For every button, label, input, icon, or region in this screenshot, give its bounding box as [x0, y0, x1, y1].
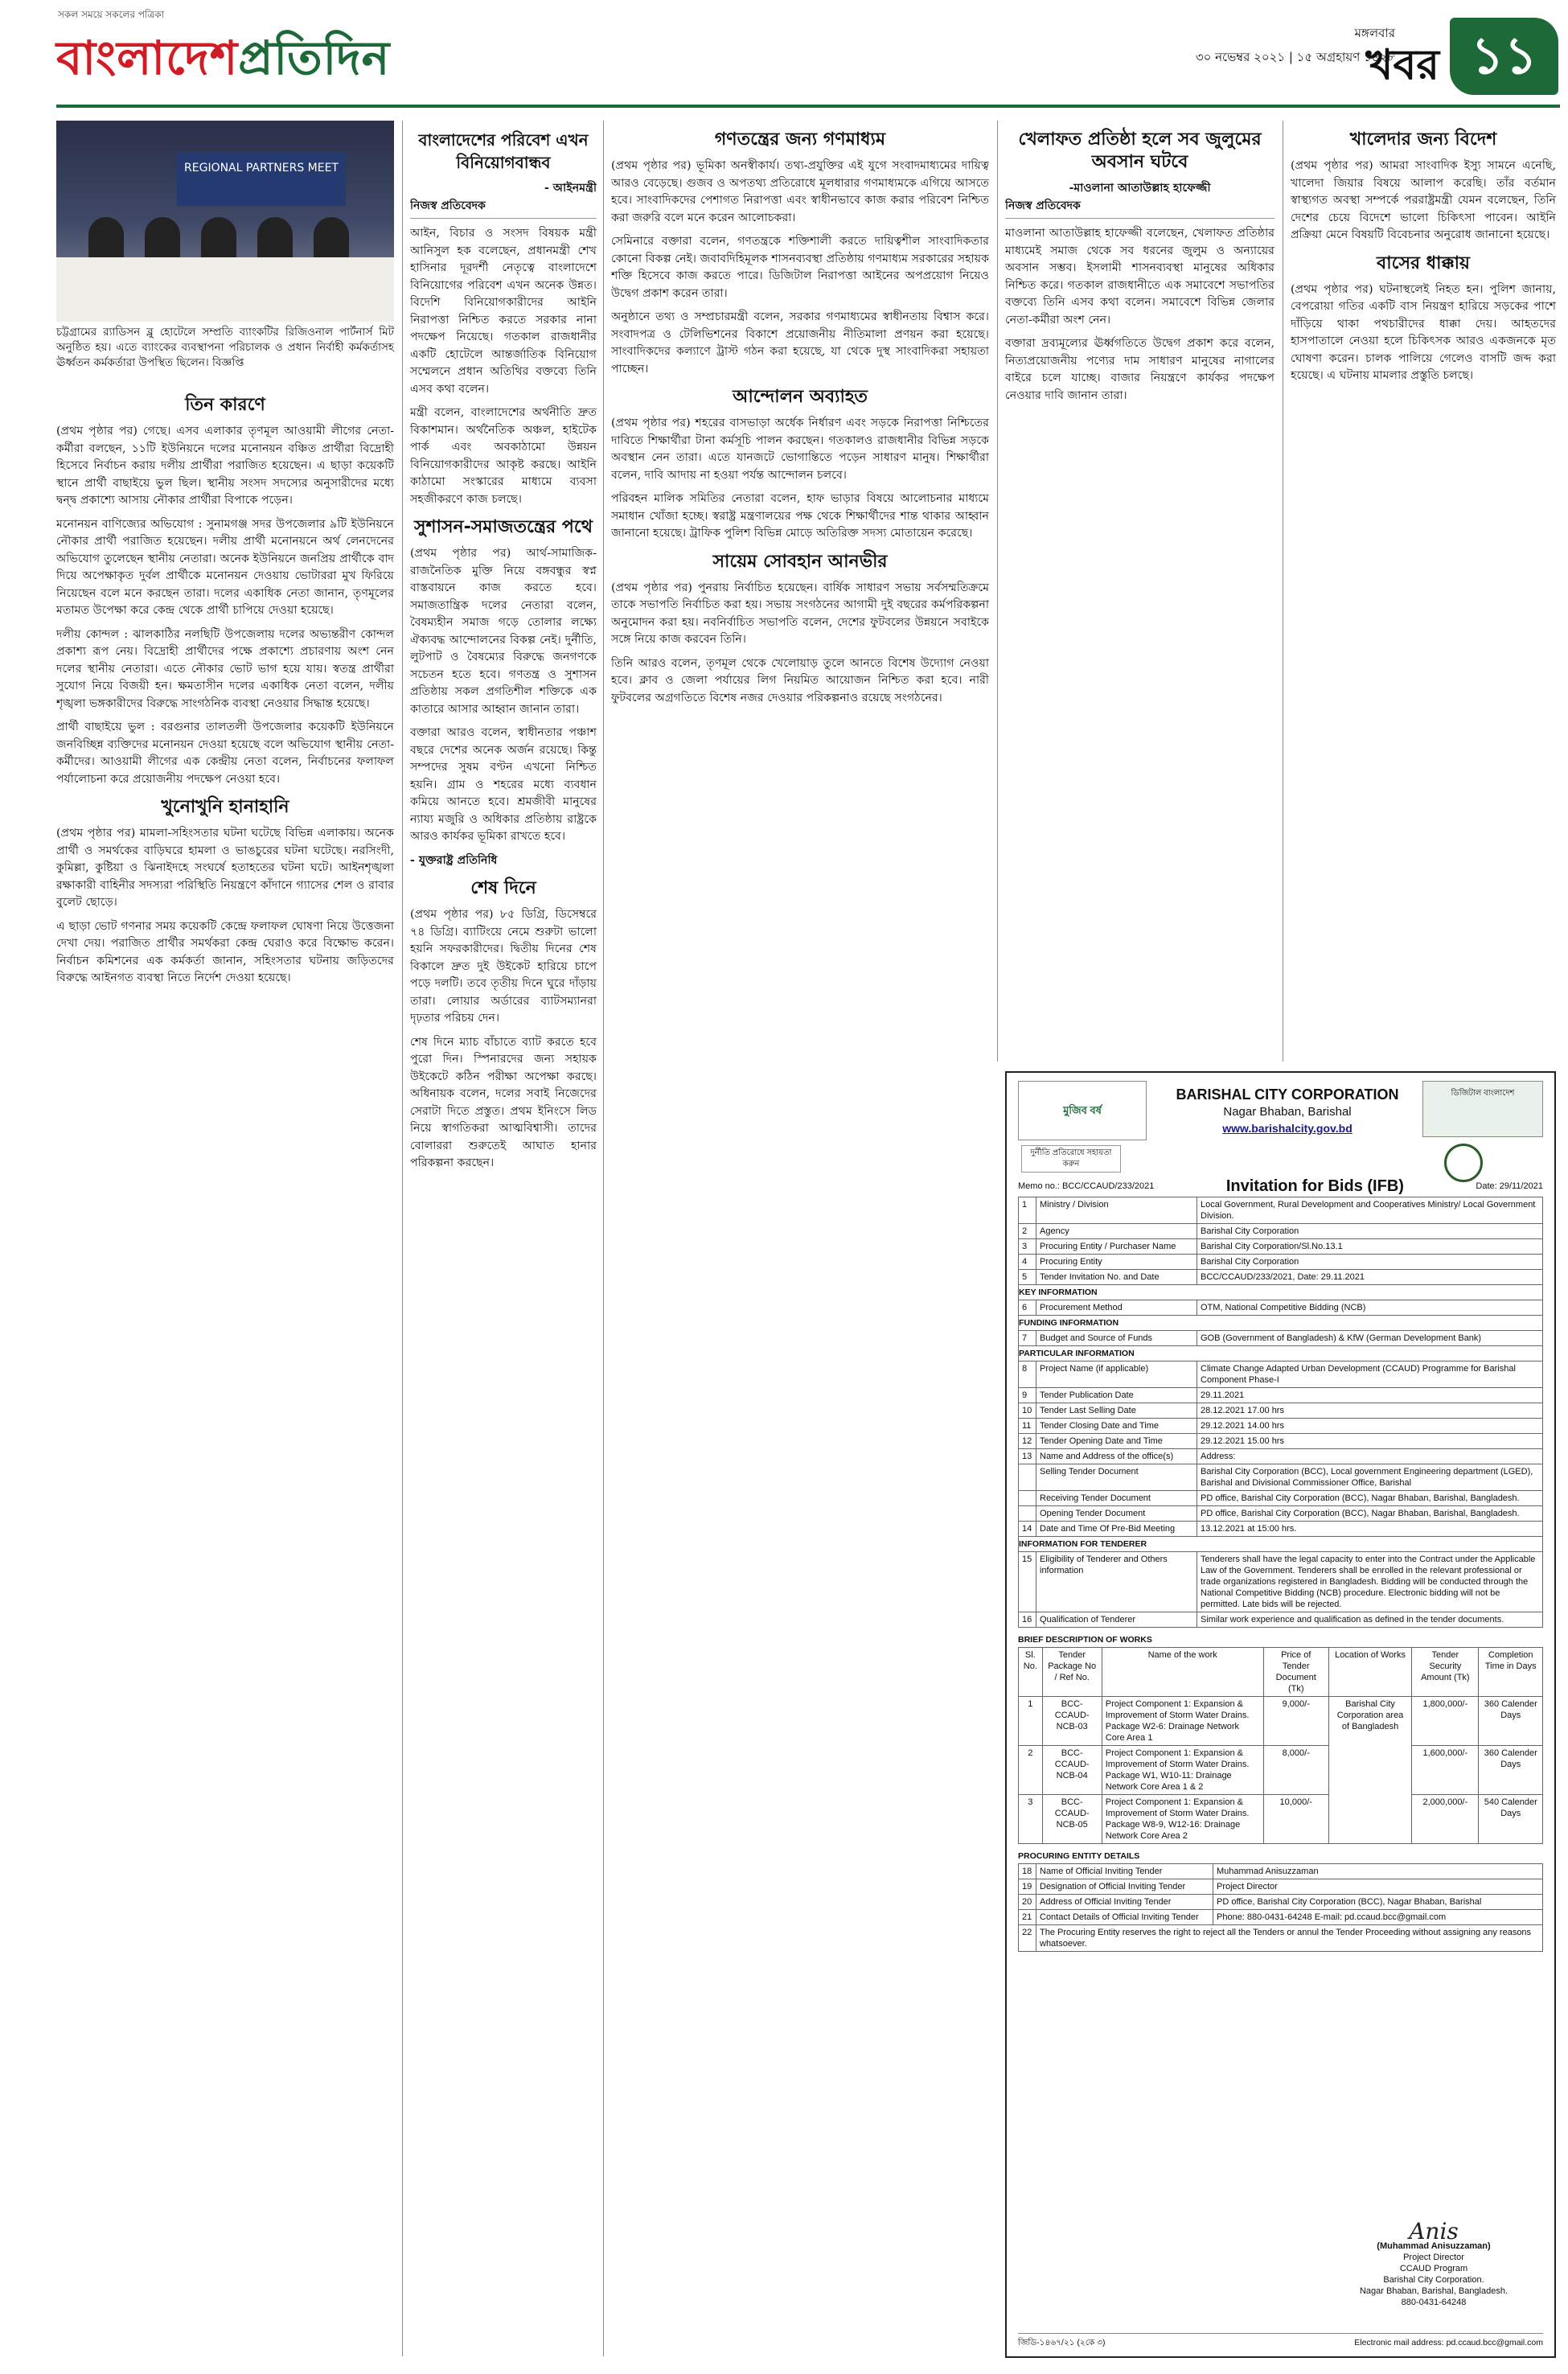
row-value: PD office, Barishal City Corporation (BCC), Nagar Bhaban, Barishal, Bangladesh.	[1197, 1491, 1543, 1506]
article-paragraph: সেমিনারে বক্তারা বলেন, গণতন্ত্রকে শক্তিশালী করতে দায়িত্বশীল সাংবাদিকতার কোনো বিকল্প নেই। জবাবদিহিমূলক শাসনব্যবস্থা প্রতিষ্ঠায় গণমাধ্যম সরকারের সহায়ক শক্তি হিসেবে কাজ করতে পারে। ডিজিটাল নিরাপত্তা আইনের অপপ্রয়োগ নিয়েও উদ্বেগ প্রকাশ করেন তারা।	[611, 235, 989, 300]
row-number: 19	[1019, 1879, 1036, 1895]
row-label: Tender Closing Date and Time	[1036, 1419, 1197, 1434]
table-row: 13 Name and Address of the office(s) Address:	[1019, 1449, 1543, 1464]
table-row	[1019, 1879, 1543, 1895]
tagline: সকল সময়ে সকলের পত্রিকা	[58, 9, 165, 20]
section-header-row	[1019, 1537, 1543, 1552]
column-header: Location of Works	[1328, 1648, 1411, 1697]
works-row	[1019, 1795, 1543, 1844]
column-header: Completion Time in Days	[1479, 1648, 1543, 1697]
row-number: 21	[1019, 1910, 1036, 1925]
row-label: Agency	[1036, 1224, 1197, 1239]
ifb-date: Date: 29/11/2021	[1476, 1181, 1543, 1191]
signatory-name: (Muhammad Anisuzzaman)	[1377, 2241, 1491, 2251]
newspaper-logo	[56, 23, 390, 101]
row-value: Barishal City Corporation	[1197, 1255, 1543, 1270]
headline-khelafot: খেলাফত প্রতিষ্ঠা হলে সব জুলুমের অবসান ঘটবে	[1018, 129, 1262, 172]
row-value: Barishal City Corporation	[1197, 1224, 1543, 1239]
digital-bangladesh-badge: ডিজিটাল বাংলাদেশ	[1422, 1081, 1543, 1137]
photo-banner: REGIONAL PARTNERS MEET	[177, 153, 346, 206]
row-value: PD office, Barishal City Corporation (BCC), Nagar Bhaban, Barishal, Bangladesh.	[1197, 1506, 1543, 1522]
tender-header	[1018, 1081, 1543, 1177]
article-paragraph: (প্রথম পৃষ্ঠার পর) মামলা-সহিংসতার ঘটনা ঘটেছে বিভিন্ন এলাকায়। অনেক প্রার্থী ও সমর্থকের বাড়িঘরে হামলা ও ভাঙচুরের ঘটনা ঘটেছে। নরসিংদী, কুমিল্লা, কুষ্টিয়া ও ঝিনাইদহে সংঘর্ষে হতাহতের ঘটনা ঘটে। আইনশৃঙ্খলা রক্ষাকারী বাহিনীর সদস্যরা পরিস্থিতি নিয়ন্ত্রণে কাঁদানে গ্যাসের শেল ও রাবার বুলেট ছোড়ে।	[56, 827, 394, 909]
row-number: 18	[1019, 1864, 1036, 1879]
photo-caption: চট্টগ্রামের র‍্যাডিসন ব্লু হোটেলে সম্প্রতি ব্যাংকটির রিজিওনাল পার্টনার্স মিট অনুষ্ঠিত হয়। এতে ব্যাংকের ব্যবস্থাপনা পরিচালক ও প্রধান নির্বাহী কর্মকর্তাসহ ঊর্ধ্বতন কর্মকর্তারা উপস্থিত ছিলেন। বিজ্ঞপ্তি	[56, 326, 394, 369]
article-paragraph: (প্রথম পৃষ্ঠার পর) ঘটনাস্থলেই নিহত হন। পুলিশ জানায়, বেপরোয়া গতির একটি বাস নিয়ন্ত্রণ হারিয়ে সড়কের পাশে দাঁড়িয়ে থাকা পথচারীদের ধাক্কা দেয়। আহতদের হাসপাতালে নেওয়া হলে চিকিৎসক আরও একজনকে মৃত ঘোষণা করেন। চালক পালিয়ে গেলেও বাসটি জব্দ করা হয়েছে। এ ঘটনায় মামলার প্রস্তুতি চলছে।	[1291, 282, 1556, 382]
table-row: 10 Tender Last Selling Date 28.12.2021 17.00 hrs	[1019, 1403, 1543, 1419]
article-paragraph: আইন, বিচার ও সংসদ বিষয়ক মন্ত্রী আনিসুল হক বলেছেন, প্রধানমন্ত্রী শেখ হাসিনার দূরদর্শী নেতৃত্বে বাংলাদেশে বিনিয়োগের পরিবেশ এখন অনেক উন্নত। বিদেশি বিনিয়োগকারীদের আইনি নিরাপত্তা নিশ্চিত করতে সরকার নানা পদক্ষেপ নিয়েছে। গতকাল রাজধানীর একটি হোটেলে আন্তর্জাতিক বিনিয়োগ সম্মেলনে প্রধান অতিথির বক্তব্যে তিনি এসব কথা বলেন।	[410, 227, 597, 396]
article-paragraph: (প্রথম পৃষ্ঠার পর) আর্থ-সামাজিক-রাজনৈতিক মুক্তি নিয়ে বঙ্গবন্ধুর স্বপ্ন বাস্তবায়নে কাজ করতে হবে। সমাজতান্ত্রিক দলের নেতারা বলেন, বৈষম্যহীন সমাজ গড়ে তোলার লক্ষ্যে ঐক্যবদ্ধ আন্দোলনের বিকল্প নেই। দুর্নীতি, লুটপাট ও বৈষম্যের বিরুদ্ধে জনগণকে সচেতন হতে হবে। গণতন্ত্র ও সুশাসন প্রতিষ্ঠায় সকল প্রগতিশীল শক্তিকে এক কাতারে আসার আহ্বান জানান তারা।	[410, 547, 597, 716]
page-number: ১১	[1450, 18, 1558, 95]
table-row: 15 Eligibility of Tenderer and Others information Tenderers shall have the legal capacity to enter into the Contract under the Applicable Law of the Government. Tenderers shall be enrolled in the relevant professional or trade organizations registered in Bangladesh. Bidding will be conducted through the National Competitive Bidding (NCB) procedure. Electronic bidding will not be permitted. Late bids will be rejected.	[1019, 1552, 1543, 1612]
article-paragraph: মনোনয়ন বাণিজ্যের অভিযোগ : সুনামগঞ্জ সদর উপজেলার ৯টি ইউনিয়নে নৌকার প্রার্থী পরাজিত হয়েছেন। দলীয় প্রার্থী মনোনয়নে অর্থ লেনদেনের অভিযোগ তুলেছেন স্থানীয় নেতারা। অনেক ইউনিয়নে জনপ্রিয় প্রার্থীকে বাদ দিয়ে অপেক্ষাকৃত দুর্বল প্রার্থীকে মনোনয়ন দেওয়ায় ভোটাররা মুখ ফিরিয়ে নিয়েছেন বলে মনে করছেন তারা। দলের একাধিক নেতা জানান, তৃণমূলের মতামত উপেক্ষা করে কেন্দ্র থেকে প্রার্থী চাপিয়ে দেওয়া হয়েছে।	[56, 517, 394, 617]
works-cell: BCC-CCAUD-NCB-04	[1042, 1746, 1102, 1795]
table-row	[1019, 1910, 1543, 1925]
table-row	[1019, 1224, 1543, 1239]
row-label: Tender Invitation No. and Date	[1036, 1270, 1197, 1285]
table-row	[1019, 1464, 1543, 1491]
row-value: Similar work experience and qualification as defined in the tender documents.	[1197, 1612, 1543, 1628]
works-cell: 2	[1019, 1746, 1043, 1795]
works-cell: Project Component 1: Expansion & Improvement of Storm Water Drains. Package W8-9, W12-16: Drainage Network Core Area 2	[1102, 1795, 1263, 1844]
signatory-address: Nagar Bhaban, Barishal, Bangladesh.	[1359, 2286, 1508, 2296]
works-cell: 540 Calender Days	[1479, 1795, 1543, 1844]
article-paragraph: এ ছাড়া ভোট গণনার সময় কয়েকটি কেন্দ্রে ফলাফল ঘোষণা নিয়ে উত্তেজনা দেখা দেয়। পরাজিত প্রার্থীর সমর্থকরা কেন্দ্র ঘেরাও করে বিক্ষোভ করেন। নির্বাচন কমিশনের এক কর্মকর্তা জানান, সহিংসতার ঘটনায় জড়িতদের বিরুদ্ধে আইনগত ব্যবস্থা নিতে নির্দেশ দেওয়া হয়েছে।	[56, 919, 394, 984]
row-value: 29.12.2021 15.00 hrs	[1197, 1434, 1543, 1449]
row-value: 28.12.2021 17.00 hrs	[1197, 1403, 1543, 1419]
row-number: 4	[1019, 1255, 1036, 1270]
column-header: Tender Package No / Ref No.	[1042, 1648, 1102, 1697]
works-cell: 10,000/-	[1263, 1795, 1328, 1844]
table-row	[1019, 1255, 1543, 1270]
row-label: Tender Opening Date and Time	[1036, 1434, 1197, 1449]
works-cell: 3	[1019, 1795, 1043, 1844]
row-label: Project Name (if applicable)	[1036, 1362, 1197, 1388]
row-label: Address of Official Inviting Tender	[1036, 1895, 1213, 1910]
row-value: GOB (Government of Bangladesh) & KfW (German Development Bank)	[1197, 1331, 1543, 1346]
row-value: Barishal City Corporation/Sl.No.13.1	[1197, 1239, 1543, 1255]
works-cell: Project Component 1: Expansion & Improvement of Storm Water Drains. Package W1, W10-11: Drainage Network Core Area 1 & 2	[1102, 1746, 1263, 1795]
row-label: Name of Official Inviting Tender	[1036, 1864, 1213, 1879]
works-header-row	[1019, 1648, 1543, 1697]
row-label: Qualification of Tenderer	[1036, 1612, 1197, 1628]
section-header-row	[1019, 1346, 1543, 1362]
row-value: Tenderers shall have the legal capacity to enter into the Contract under the Applicable Law of the Government. Tenderers shall be enrolled in the relevant professional or trade organizations registered in Bangladesh. Bidding will be conducted through the National Competitive Bidding (NCB) procedure. Electronic bidding will not be permitted. Late bids will be rejected.	[1197, 1552, 1543, 1612]
row-label: Designation of Official Inviting Tender	[1036, 1879, 1213, 1895]
row-value: 29.12.2021 14.00 hrs	[1197, 1419, 1543, 1434]
table-row: 12 Tender Opening Date and Time 29.12.2021 15.00 hrs	[1019, 1434, 1543, 1449]
row-label: Selling Tender Document	[1036, 1464, 1197, 1491]
row-label: Contact Details of Official Inviting Tender	[1036, 1910, 1213, 1925]
row-label: Procurement Method	[1036, 1300, 1197, 1316]
row-value: Project Director	[1213, 1879, 1543, 1895]
works-cell: 2,000,000/-	[1412, 1795, 1479, 1844]
email-line: Electronic mail address: pd.ccaud.bcc@gmail.com	[1354, 2338, 1543, 2347]
headline-gonomadhom: গণতন্ত্রের জন্য গণমাধ্যম	[714, 129, 886, 150]
row-number: 1	[1019, 1197, 1036, 1224]
row-number: 20	[1019, 1895, 1036, 1910]
section-header-row	[1019, 1316, 1543, 1331]
works-row	[1019, 1746, 1543, 1795]
row-label: Opening Tender Document	[1036, 1506, 1197, 1522]
ad-code: জিডি-১৪৬৭/২১ (২কে ৩)	[1018, 2338, 1106, 2347]
row-value: PD office, Barishal City Corporation (BCC), Nagar Bhaban, Barishal	[1213, 1895, 1543, 1910]
official-heading: PROCURING ENTITY DETAILS	[1018, 1851, 1140, 1861]
column-header: Sl. No.	[1019, 1648, 1043, 1697]
mujib-borsho-logo: মুজিব বর্ষ	[1018, 1081, 1147, 1140]
section-label: খবর	[1365, 41, 1439, 89]
byline: নিজস্ব প্রতিবেদক	[410, 198, 597, 220]
table-row: 14 Date and Time Of Pre-Bid Meeting 13.12.2021 at 15:00 hrs.	[1019, 1522, 1543, 1537]
article-paragraph: শেষ দিনে ম্যাচ বাঁচাতে ব্যাট করতে হবে পুরো দিন। স্পিনারদের জন্য সহায়ক উইকেটে কঠিন পরীক্ষা অপেক্ষা করছে। অধিনায়ক বলেন, দলের সবাই নিজেদের সেরাটা দিতে প্রস্তুত। প্রথম ইনিংসে লিড নিয়ে স্বাগতিকরা আত্মবিশ্বাসী। তাদের বোলাররা শুরুতেই আঘাত হানার পরিকল্পনা করছেন।	[410, 1035, 597, 1169]
article-paragraph: বক্তারা দ্রব্যমূল্যের ঊর্ধ্বগতিতে উদ্বেগ প্রকাশ করে বলেন, নিত্যপ্রয়োজনীয় পণ্যের দাম সাধারণ মানুষের নাগালের বাইরে চলে যাচ্ছে। বাজার নিয়ন্ত্রণে কার্যকর পদক্ষেপ নেওয়ার দাবি জানান তারা।	[1005, 337, 1275, 402]
article-paragraph: অনুষ্ঠানে তথ্য ও সম্প্রচারমন্ত্রী বলেন, সরকার গণমাধ্যমের স্বাধীনতায় বিশ্বাস করে। সংবাদপত্র ও টেলিভিশনের বিকাশে প্রয়োজনীয় নীতিমালা প্রণয়ন করা হয়েছে। সাংবাদিকদের কল্যাণে ট্রাস্ট গঠন করা হয়েছে, যা থেকে দুস্থ সাংবাদিকরা সহায়তা পাচ্ছেন।	[611, 310, 989, 376]
tender-advertisement	[1005, 1071, 1556, 2358]
column-divider	[402, 121, 403, 2356]
column-4	[1005, 121, 1275, 1062]
works-cell: 360 Calender Days	[1479, 1697, 1543, 1746]
row-value: Barishal City Corporation (BCC), Local government Engineering department (LGED), Barishal and Divisional Commissioner Office, Barishal	[1197, 1464, 1543, 1491]
row-value: 29.11.2021	[1197, 1388, 1543, 1403]
table-row	[1019, 1506, 1543, 1522]
signatory-org: Barishal City Corporation.	[1383, 2275, 1484, 2285]
headline-attribution: - আইনমন্ত্রী	[544, 182, 597, 195]
issue-date: ৩০ নভেম্বর ২০২১ | ১৫ অগ্রহায়ণ ১৪২৮	[1195, 50, 1395, 64]
row-label: Tender Last Selling Date	[1036, 1403, 1197, 1419]
column-divider	[603, 121, 604, 2356]
table-row: 6 Procurement Method OTM, National Competitive Bidding (NCB)	[1019, 1300, 1543, 1316]
section-header: INFORMATION FOR TENDERER	[1019, 1537, 1543, 1552]
row-label: Tender Publication Date	[1036, 1388, 1197, 1403]
headline-khunokhuni: খুনোখুনি হানাহানি	[161, 797, 289, 817]
works-cell: 1,800,000/-	[1412, 1697, 1479, 1746]
column-header: Tender Security Amount (Tk)	[1412, 1648, 1479, 1697]
table-row: 8 Project Name (if applicable) Climate Change Adapted Urban Development (CCAUD) Programme for Barishal Component Phase-I	[1019, 1362, 1543, 1388]
column-header: Price of Tender Document (Tk)	[1263, 1648, 1328, 1697]
table-row: 16 Qualification of Tenderer Similar work experience and qualification as defined in the tender documents.	[1019, 1612, 1543, 1628]
tender-footer	[1018, 2333, 1543, 2348]
header-rule	[56, 105, 1560, 108]
article-paragraph: তিনি আরও বলেন, তৃণমূল থেকে খেলোয়াড় তুলে আনতে বিশেষ উদ্যোগ নেওয়া হবে। ক্লাব ও জেলা পর্যায়ের লিগ নিয়মিত আয়োজন নিশ্চিত করা হবে। নারী ফুটবলের অগ্রগতিতে বিশেষ নজর দেওয়ার পরিকল্পনাও রয়েছে সংগঠনের।	[611, 656, 989, 704]
article-paragraph: (প্রথম পৃষ্ঠার পর) পুনরায় নির্বাচিত হয়েছেন। বার্ষিক সাধারণ সভায় সর্বসম্মতিক্রমে তাকে সভাপতি নির্বাচিত করা হয়। সভায় সংগঠনের আগামী দুই বছরের কর্মপরিকল্পনা অনুমোদন করা হয়। নবনির্বাচিত সভাপতি বলেন, দেশের ফুটবলের উন্নয়নে সবাইকে সঙ্গে নিয়ে কাজ করবেন তিনি।	[611, 581, 989, 646]
signatory-phone: 880-0431-64248	[1401, 2298, 1467, 2307]
table-row	[1019, 1270, 1543, 1285]
row-value: Muhammad Anisuzzaman	[1213, 1864, 1543, 1879]
column-3	[611, 121, 989, 2356]
article-paragraph: দলীয় কোন্দল : ঝালকাঠির নলছিটি উপজেলায় দলের অভ্যন্তরীণ কোন্দল প্রকাশ্য রূপ নেয়। বিদ্রোহী প্রার্থীদের পক্ষে প্রকাশ্যে প্রচারণায় অংশ নেন দলের স্থানীয় নেতারা। এতে নৌকার ভোট ভাগ হয়ে যায়। স্বতন্ত্র প্রার্থীরা সুযোগ নিয়ে বিজয়ী হন। ক্ষমতাসীন দলের একাধিক নেতা বলেন, দলীয় শৃঙ্খলা ভঙ্গকারীদের বিরুদ্ধে সাংগঠনিক ব্যবস্থা নেওয়ার সিদ্ধান্ত হয়েছে।	[56, 627, 394, 710]
table-row: 22 The Procuring Entity reserves the right to reject all the Tenders or annul the Tender Proceeding without assigning any reasons whatsoever.	[1019, 1925, 1543, 1952]
works-cell: 1,600,000/-	[1412, 1746, 1479, 1795]
byline: নিজস্ব প্রতিবেদক	[1005, 198, 1275, 220]
article-paragraph: (প্রথম পৃষ্ঠার পর) ভূমিকা অনস্বীকার্য। তথ্য-প্রযুক্তির এই যুগে সংবাদমাধ্যমের দায়িত্ব আরও বেড়েছে। গুজব ও অপতথ্য প্রতিরোধে মূলধারার গণমাধ্যমকে এগিয়ে আসতে হবে। সাংবাদিকদের পেশাগত নিরাপত্তা এবং স্বাধীনভাবে কাজ করার পরিবেশ নিশ্চিত করা জরুরি বলে মনে করেন আলোচকরা।	[611, 159, 989, 224]
row-number: 5	[1019, 1270, 1036, 1285]
city-corporation-seal-icon	[1444, 1144, 1483, 1182]
works-cell: Barishal City Corporation area of Bangladesh	[1328, 1697, 1411, 1844]
headline-tin-karone: তিন কারণে	[185, 395, 265, 415]
table-row	[1019, 1197, 1543, 1224]
article-paragraph: মাওলানা আতাউল্লাহ হাফেজ্জী বলেছেন, খেলাফত প্রতিষ্ঠার মাধ্যমেই সমাজ থেকে সব ধরনের জুলুম ও অন্যায়ের অবসান সম্ভব। ইসলামী শাসনব্যবস্থা মানুষের অধিকার নিশ্চিত করে। গতকাল রাজধানীতে এক সমাবেশে সভাপতির বক্তব্যে তিনি এসব কথা বলেন। সমাবেশে বিভিন্ন জেলার নেতা-কর্মীরা অংশ নেন।	[1005, 227, 1275, 327]
photo-table	[56, 257, 394, 322]
row-value: BCC/CCAUD/233/2021, Date: 29.11.2021	[1197, 1270, 1543, 1285]
column-5	[1291, 121, 1556, 1062]
headline-investment: বাংলাদেশের পরিবেশ এখন বিনিয়োগবান্ধব	[418, 130, 589, 172]
works-cell: BCC-CCAUD-NCB-03	[1042, 1697, 1102, 1746]
article-paragraph: (প্রথম পৃষ্ঠার পর) গেছে। এসব এলাকার তৃণমূল আওয়ামী লীগের নেতা-কর্মীরা বলছেন, ১১টি ইউনিয়নে দলের মনোনয়ন বঞ্চিত প্রার্থীরা বিদ্রোহী হিসেবে নির্বাচন করায় দলীয় প্রার্থীরা পরাজিত হয়েছেন। এ ছাড়া কয়েকটি স্থানে প্রার্থী বাছাইয়ে ভুল ছিল। স্থানীয় সংসদ সদস্যের অনুসারীদের মধ্যে দ্বন্দ্ব প্রকাশ্যে আসায় নৌকার প্রার্থীরা বিপাকে পড়েন।	[56, 425, 394, 507]
organization-name: BARISHAL CITY CORPORATION	[1176, 1086, 1399, 1103]
row-value: The Procuring Entity reserves the right to reject all the Tenders or annul the Tender Proceeding without assigning any reasons whatsoever.	[1036, 1925, 1543, 1952]
table-row	[1019, 1895, 1543, 1910]
section-header: PARTICULAR INFORMATION	[1019, 1346, 1543, 1362]
headline-sushasan: সুশাসন-সমাজতন্ত্রের পথে	[414, 517, 593, 537]
brand-part-a: বাংলাদেশ	[56, 31, 239, 85]
article-paragraph: প্রার্থী বাছাইয়ে ভুল : বরগুনার তালতলী উপজেলার কয়েকটি ইউনিয়নে জনবিচ্ছিন্ন ব্যক্তিদের মনোনয়ন দেওয়া হয়েছে বলে অভিযোগ স্থানীয় নেতা-কর্মীদের। আওয়ামী লীগের এক কেন্দ্রীয় নেতা বলেন, নির্বাচনের ফলাফল পর্যালোচনা করে প্রয়োজনীয় পদক্ষেপ নেওয়া হবে।	[56, 721, 394, 786]
table-row: 7 Budget and Source of Funds GOB (Government of Bangladesh) & KfW (German Development Bank)	[1019, 1331, 1543, 1346]
anticorruption-note: দুর্নীতি প্রতিরোধে সহায়তা করুন	[1021, 1145, 1121, 1173]
row-number: 2	[1019, 1224, 1036, 1239]
ifb-title: Invitation for Bids (IFB)	[1225, 1177, 1404, 1195]
works-cell: 360 Calender Days	[1479, 1746, 1543, 1795]
row-value: Local Government, Rural Development and Cooperatives Ministry/ Local Government Division.	[1197, 1197, 1543, 1224]
headline-attribution: -মাওলানা আতাউল্লাহ হাফেজ্জী	[1069, 182, 1211, 195]
article-paragraph: বক্তারা আরও বলেন, স্বাধীনতার পঞ্চাশ বছরে দেশের অনেক অর্জন রয়েছে। কিন্তু সম্পদের সুষম বণ্টন এখনো নিশ্চিত হয়নি। গ্রাম ও শহরের মধ্যে ব্যবধান কমিয়ে আনতে হবে। শ্রমজীবী মানুষের ন্যায্য মজুরি ও অধিকার প্রতিষ্ঠায় রাষ্ট্রকে আরও কার্যকর ভূমিকা রাখতে হবে।	[410, 726, 597, 843]
organization-address: Nagar Bhaban, Barishal	[1223, 1105, 1352, 1119]
row-label: Name and Address of the office(s)	[1036, 1449, 1197, 1464]
table-row	[1019, 1239, 1543, 1255]
masthead	[0, 0, 1568, 113]
byline: - যুক্তরাষ্ট্র প্রতিনিধি	[410, 853, 498, 867]
row-label: Procuring Entity	[1036, 1255, 1197, 1270]
brand-part-b: প্রতিদিন	[238, 31, 391, 85]
headline-baser-dhakka: বাসের ধাক্কায়	[1377, 253, 1470, 273]
section-header: FUNDING INFORMATION	[1019, 1316, 1543, 1331]
works-cell: 9,000/-	[1263, 1697, 1328, 1746]
table-row	[1019, 1864, 1543, 1879]
signature-block	[1345, 2218, 1522, 2308]
tender-basic-table	[1018, 1197, 1543, 1628]
weekday: মঙ্গলবার	[1354, 26, 1395, 40]
section-header: KEY INFORMATION	[1019, 1285, 1543, 1300]
row-label: Procuring Entity / Purchaser Name	[1036, 1239, 1197, 1255]
article-paragraph: (প্রথম পৃষ্ঠার পর) আমরা সাংবাদিক ইস্যু সামনে এনেছি, খালেদা জিয়ার বিষয়ে আলাপ করেছি। তাঁর বর্তমান স্বাস্থ্যগত অবস্থা সম্পর্কে পররাষ্ট্রমন্ত্রী যেমন বলেছেন, তিনি দেশের চেয়ে বিদেশে ভালো চিকিৎসা পাবেন। আইনি প্রক্রিয়া মেনে বিষয়টি বিবেচনার অনুরোধ জানানো হয়েছে।	[1291, 159, 1556, 241]
works-cell: 8,000/-	[1263, 1746, 1328, 1795]
article-paragraph: পরিবহন মালিক সমিতির নেতারা বলেন, হাফ ভাড়ার বিষয়ে আলোচনার মাধ্যমে সমাধান খোঁজা হচ্ছে। স্বরাষ্ট্র মন্ত্রণালয়ের পক্ষ থেকে শিক্ষার্থীদের শান্ত থাকার আহ্বান জানানো হয়েছে। ট্রাফিক পুলিশ বিভিন্ন মোড়ে অতিরিক্ত সদস্য মোতায়েন করেছে।	[611, 492, 989, 540]
works-table	[1018, 1647, 1543, 1844]
works-cell: 1	[1019, 1697, 1043, 1746]
signatory-title: Project Director	[1403, 2253, 1464, 2262]
works-heading: BRIEF DESCRIPTION OF WORKS	[1018, 1635, 1152, 1645]
column-1	[56, 386, 394, 2348]
headline-khaleda: খালেদার জন্য বিদেশ	[1349, 129, 1497, 150]
organization-website[interactable]: www.barishalcity.gov.bd	[1222, 1122, 1353, 1135]
article-paragraph: (প্রথম পৃষ্ঠার পর) শহরের বাসভাড়া অর্ধেক নির্ধারণ এবং সড়কে নিরাপত্তা নিশ্চিতের দাবিতে শিক্ষার্থীরা টানা কর্মসূচি পালন করছেন। গতকালও রাজধানীর বিভিন্ন সড়কে অবস্থান নেন তারা। এতে যানজটে ভোগান্তিতে পড়েন সাধারণ মানুষ। শিক্ষার্থীরা বলেন, দাবি আদায় না হওয়া পর্যন্ত আন্দোলন চলবে।	[611, 417, 989, 482]
row-value: 13.12.2021 at 15:00 hrs.	[1197, 1522, 1543, 1537]
official-table	[1018, 1863, 1543, 1952]
works-row	[1019, 1697, 1543, 1746]
row-value: Phone: 880-0431-64248 E-mail: pd.ccaud.bcc@gmail.com	[1213, 1910, 1543, 1925]
signature: Anis	[1409, 2218, 1459, 2245]
column-header: Name of the work	[1102, 1648, 1263, 1697]
column-2	[410, 121, 597, 2356]
article-paragraph: (প্রথম পৃষ্ঠার পর) ৮৫ ডিগ্রি, ডিসেম্বরে ৭৪ ডিগ্রি। ব্যাটিংয়ে নেমে শুরুটা ভালো হয়নি সফরকারীদের। দ্বিতীয় দিনের শেষ বিকালে দ্রুত দুই উইকেট হারিয়ে চাপে পড়ে দলটি। তবে তৃতীয় দিনে ঘুরে দাঁড়ায় তারা। লোয়ার অর্ডারের ব্যাটসম্যানরা দৃঢ়তার পরিচয় দেন।	[410, 908, 597, 1025]
headline-shesh-dine: শেষ দিনে	[470, 878, 536, 898]
headline-andolon: আন্দোলন অব্যাহত	[733, 387, 868, 407]
table-row	[1019, 1491, 1543, 1506]
row-value: OTM, National Competitive Bidding (NCB)	[1197, 1300, 1543, 1316]
table-row: 9 Tender Publication Date 29.11.2021	[1019, 1388, 1543, 1403]
row-label: Ministry / Division	[1036, 1197, 1197, 1224]
article-paragraph: মন্ত্রী বলেন, বাংলাদেশের অর্থনীতি দ্রুত বিকাশমান। অর্থনৈতিক অঞ্চল, হাইটেক পার্ক এবং অবকাঠামো উন্নয়ন বিনিয়োগকারীদের আকৃষ্ট করছে। আইনি কাঠামো সংস্কারের মাধ্যমে ব্যবসা সহজীকরণে কাজ চলছে।	[410, 406, 597, 506]
table-row: 11 Tender Closing Date and Time 29.12.2021 14.00 hrs	[1019, 1419, 1543, 1434]
row-label: Date and Time Of Pre-Bid Meeting	[1036, 1522, 1197, 1537]
row-value: Climate Change Adapted Urban Development (CCAUD) Programme for Barishal Component Phase-I	[1197, 1362, 1543, 1388]
works-cell: Project Component 1: Expansion & Improvement of Storm Water Drains. Package W2-6: Drainage Network Core Area 1	[1102, 1697, 1263, 1746]
row-number: 3	[1019, 1239, 1036, 1255]
section-header-row	[1019, 1285, 1543, 1300]
row-label: Eligibility of Tenderer and Others information	[1036, 1552, 1197, 1612]
news-photo	[56, 121, 394, 322]
signatory-program: CCAUD Program	[1399, 2264, 1468, 2273]
row-label: Receiving Tender Document	[1036, 1491, 1197, 1506]
ifb-title-row	[1018, 1177, 1543, 1195]
memo-number: Memo no.: BCC/CCAUD/233/2021	[1018, 1181, 1155, 1191]
works-cell: BCC-CCAUD-NCB-05	[1042, 1795, 1102, 1844]
row-label: Budget and Source of Funds	[1036, 1331, 1197, 1346]
headline-anvir: সায়েম সোবহান আনভীর	[712, 551, 888, 572]
column-divider	[997, 121, 998, 1062]
